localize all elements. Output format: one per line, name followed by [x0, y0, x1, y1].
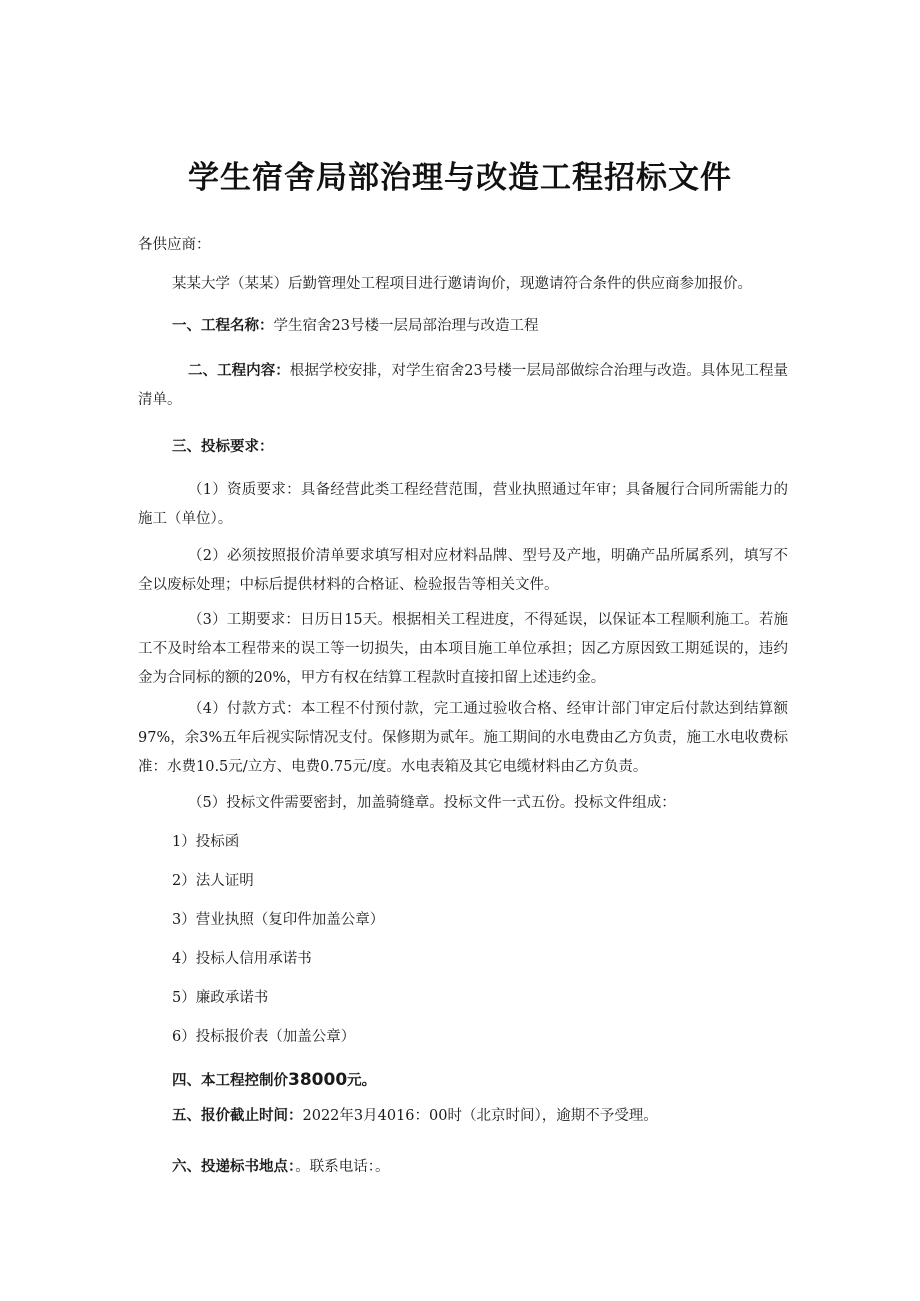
document-title: 学生宿舍局部治理与改造工程招标文件 — [188, 160, 732, 196]
requirement-3: （3）工期要求：日历日15天。根据相关工程进度，不得延误，以保证本工程顺利施工。若施工不及时给本工程带来的误工等一切损失，由本项目施工单位承担；因乙方原因致工期延误的，违约金为合同标的额的20%，甲方有权在结算工程款时直接扣留上述违约金。 — [138, 612, 788, 686]
section-1 — [172, 316, 538, 336]
section-4 — [172, 1070, 376, 1091]
section-1-text: 学生宿舍23号楼一层局部治理与改造工程 — [273, 318, 539, 334]
section-5-label: 五、报价截止时间： — [172, 1108, 303, 1124]
list-item: 5）廉政承诺书 — [172, 990, 269, 1006]
section-5-text: 2022年3月4016：00时（北京时间），逾期不予受理。 — [302, 1108, 658, 1124]
list-item: 3）营业执照（复印件加盖公章） — [172, 912, 385, 928]
list-item: 4）投标人信用承诺书 — [172, 951, 312, 967]
list-item: 2）法人证明 — [172, 873, 254, 889]
section-4-unit: 元。 — [347, 1073, 377, 1089]
list-item: 6）投标报价表（加盖公章） — [172, 1029, 356, 1045]
requirement-1: （1）资质要求：具备经营此类工程经营范围，营业执照通过年审；具备履行合同所需能力的施工（单位）。 — [138, 482, 788, 527]
section-6-text: 。联系电话：。 — [295, 1159, 390, 1175]
section-2-text: 根据学校安排，对学生宿舍23号楼一层局部做综合治理与改造。具体见工程量清单。 — [138, 363, 789, 408]
salutation: 各供应商： — [138, 237, 211, 253]
control-price: 38000 — [288, 1070, 348, 1090]
section-1-label: 一、工程名称： — [172, 318, 274, 334]
section-4-label: 四、本工程控制价 — [172, 1073, 288, 1089]
intro-paragraph: 某某大学（某某）后勤管理处工程项目进行邀请询价，现邀请符合条件的供应商参加报价。 — [172, 276, 752, 292]
section-3-label: 三、投标要求： — [172, 439, 274, 455]
section-6-label: 六、投递标书地点： — [172, 1159, 296, 1175]
requirement-2: （2）必须按照报价清单要求填写相对应材料品牌、型号及产地，明确产品所属系列，填写不全以废标处理；中标后提供材料的合格证、检验报告等相关文件。 — [138, 548, 788, 593]
list-item: 1）投标函 — [172, 834, 240, 850]
section-5 — [172, 1106, 658, 1126]
section-6 — [172, 1157, 390, 1177]
requirement-4: （4）付款方式：本工程不付预付款，完工通过验收合格、经审计部门审定后付款达到结算额97%，余3%五年后视实际情况支付。保修期为贰年。施工期间的水电费由乙方负责，施工水电收费标准：水费10.5元/立方、电费0.75元/度。水电表箱及其它电缆材料由乙方负责。 — [138, 701, 788, 775]
requirement-5: （5）投标文件需要密封，加盖骑缝章。投标文件一式五份。投标文件组成： — [188, 795, 676, 811]
section-2-label: 二、工程内容： — [188, 363, 290, 379]
section-2 — [138, 357, 788, 415]
